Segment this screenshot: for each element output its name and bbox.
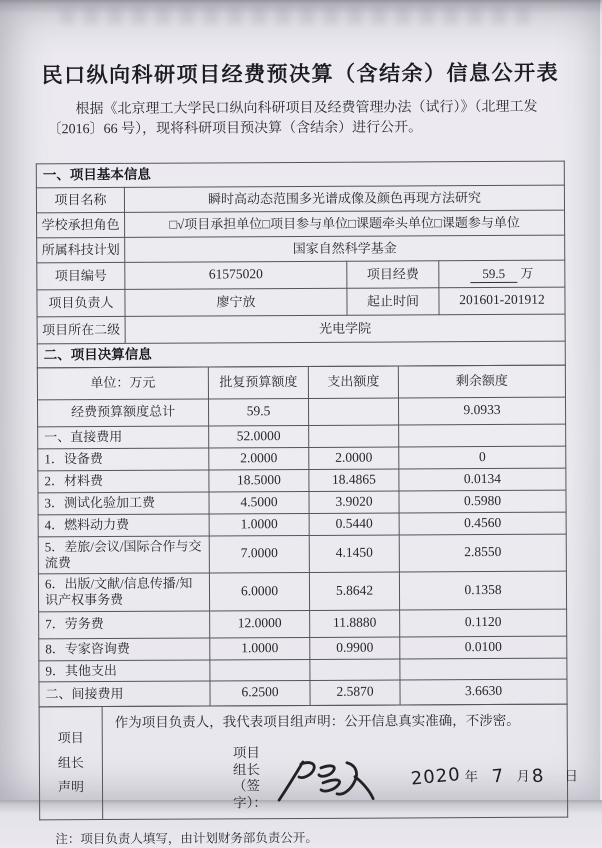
declaration-label-line: 声明 — [57, 779, 85, 795]
signature-date — [411, 766, 578, 789]
row-budget: 59.5 — [208, 398, 308, 426]
tech-plan-label: 所属科技计划 — [37, 237, 125, 262]
row-spent — [309, 424, 399, 446]
signature-label: 项目组长（签字）： — [232, 744, 267, 811]
budget-col-header-remaining: 剩余额度 — [398, 365, 565, 398]
row-remain: 0.5980 — [399, 490, 566, 513]
declaration-label — [39, 706, 103, 820]
project-name-label: 项目名称 — [36, 187, 124, 212]
row-spent: 4.1450 — [309, 534, 399, 572]
table-row — [38, 468, 566, 493]
funds-amount: 59.5 — [470, 265, 517, 282]
row-spent: 3.9020 — [309, 490, 399, 512]
school-role-label: 学校承担角色 — [37, 212, 125, 237]
budget-col-header-spent: 支出额度 — [308, 365, 398, 397]
table-row — [39, 679, 567, 707]
school-role-checkboxes: □√项目承担单位□项目参与单位□课题牵头单位□课题参与单位 — [125, 210, 565, 237]
budget-col-header-unit: 单位：万元 — [37, 366, 208, 399]
row-spent: 0.9900 — [310, 636, 400, 658]
table-row — [38, 534, 566, 574]
period-label: 起止时间 — [347, 287, 439, 314]
section-2-header: 二、项目决算信息 — [37, 341, 565, 368]
funds-unit: 万 — [520, 265, 534, 281]
row-label: 经费预算额度总计 — [37, 398, 208, 426]
table-row — [38, 571, 566, 611]
table-row — [38, 512, 566, 537]
declaration-label-line: 组长 — [57, 754, 84, 770]
row-remain: 0.0100 — [400, 636, 567, 659]
row-label: 二、间接费用 — [39, 681, 210, 707]
row-budget: 6.2500 — [210, 680, 310, 706]
row-spent: 0.5440 — [309, 512, 399, 534]
intro-paragraph: 根据《北京理工大学民口纵向科研项目及经费管理办法（试行）》（北理工发〔2016〕66 号），现将科研项目预决算（含结余）进行公开。 — [47, 99, 538, 138]
row-label: 6．出版/文献/信息传播/知识产权事务费 — [38, 573, 209, 611]
table-row — [39, 658, 567, 682]
form-table — [36, 160, 578, 820]
project-number-value: 61575020 — [125, 261, 347, 289]
section-1-header: 一、项目基本信息 — [36, 161, 564, 188]
row-label: 4．燃料动力费 — [38, 513, 209, 536]
signature-line — [115, 743, 578, 813]
table-row — [39, 636, 567, 661]
row-label: 5．差旅/会议/国际合作与交流费 — [38, 535, 209, 573]
row-spent — [310, 658, 400, 680]
row-remain: 0.1120 — [400, 609, 567, 637]
day-character: 日 — [564, 768, 578, 784]
project-funds-value — [439, 260, 565, 288]
footer-note: 注：项目负责人填写，由计划财务部负责公开。 — [55, 831, 318, 847]
row-remain: 0 — [399, 446, 566, 469]
row-spent: 2.0000 — [309, 446, 399, 468]
project-funds-label: 项目经费 — [347, 260, 439, 287]
handwritten-month: 7 — [491, 765, 506, 788]
row-budget: 4.5000 — [209, 491, 309, 514]
handwritten-day: 8 — [530, 765, 546, 788]
row-budget — [210, 659, 310, 681]
table-row — [37, 397, 565, 427]
row-remain: 2.8550 — [399, 534, 566, 572]
budget-col-header-approved: 批复预算额度 — [208, 366, 308, 399]
declaration-table — [39, 703, 578, 820]
row-budget: 7.0000 — [209, 535, 309, 573]
row-remain — [400, 658, 567, 680]
row-remain: 0.1358 — [399, 571, 566, 609]
row-remain: 3.6630 — [400, 679, 567, 705]
row-label: 9．其他支出 — [39, 659, 210, 681]
row-remain: 0.0134 — [399, 468, 566, 491]
table-row — [39, 609, 567, 639]
table-row — [38, 490, 566, 515]
declaration-label-line: 项目 — [57, 730, 84, 746]
handwritten-signature — [273, 756, 377, 805]
period-value: 201601-201912 — [439, 287, 565, 315]
row-spent: 5.8642 — [309, 572, 399, 610]
row-spent: 11.8880 — [310, 609, 400, 636]
declaration-content — [102, 704, 578, 820]
table-row — [38, 424, 566, 449]
row-budget: 6.0000 — [209, 572, 309, 610]
row-remain: 0.4560 — [399, 512, 566, 535]
row-label: 8．专家咨询费 — [39, 637, 210, 660]
budget-table — [37, 364, 568, 707]
row-label: 3．测试化验加工费 — [38, 491, 209, 514]
row-remain: 9.0933 — [398, 397, 565, 425]
row-label: 一、直接费用 — [38, 425, 209, 448]
basic-info-table — [36, 160, 566, 368]
year-character: 年 — [464, 769, 479, 785]
row-budget: 12.0000 — [210, 610, 310, 638]
row-budget: 1.0000 — [210, 637, 310, 660]
project-leader-label: 项目负责人 — [37, 289, 125, 316]
handwritten-year: 2020 — [409, 764, 462, 790]
row-label: 1．设备费 — [38, 447, 209, 470]
row-label: 2．材料费 — [38, 469, 209, 492]
row-remain — [399, 424, 566, 447]
table-row — [38, 446, 566, 471]
declaration-statement: 作为项目负责人，我代表项目组声明：公开信息真实准确，不涉密。 — [114, 712, 520, 730]
row-budget: 18.5000 — [209, 469, 309, 492]
project-leader-value: 廖宁放 — [125, 288, 347, 316]
row-spent — [308, 397, 398, 424]
row-spent: 18.4865 — [309, 468, 399, 490]
row-budget: 1.0000 — [209, 513, 309, 536]
month-character: 月 — [516, 768, 531, 784]
row-label: 7．劳务费 — [39, 610, 210, 638]
project-name-value: 瞬时高动态范围多光谱成像及颜色再现方法研究 — [124, 185, 564, 212]
row-budget: 52.0000 — [209, 425, 309, 448]
page-title: 民口纵向科研项目经费预决算（含结余）信息公开表 — [41, 61, 560, 88]
tech-plan-value: 国家自然科学基金 — [125, 235, 565, 262]
row-budget: 2.0000 — [209, 447, 309, 470]
school-unit-value: 光电学院 — [125, 314, 565, 343]
row-spent: 2.5870 — [310, 680, 400, 705]
project-number-label: 项目编号 — [37, 262, 125, 289]
school-unit-label: 项目所在二级 — [37, 316, 125, 343]
